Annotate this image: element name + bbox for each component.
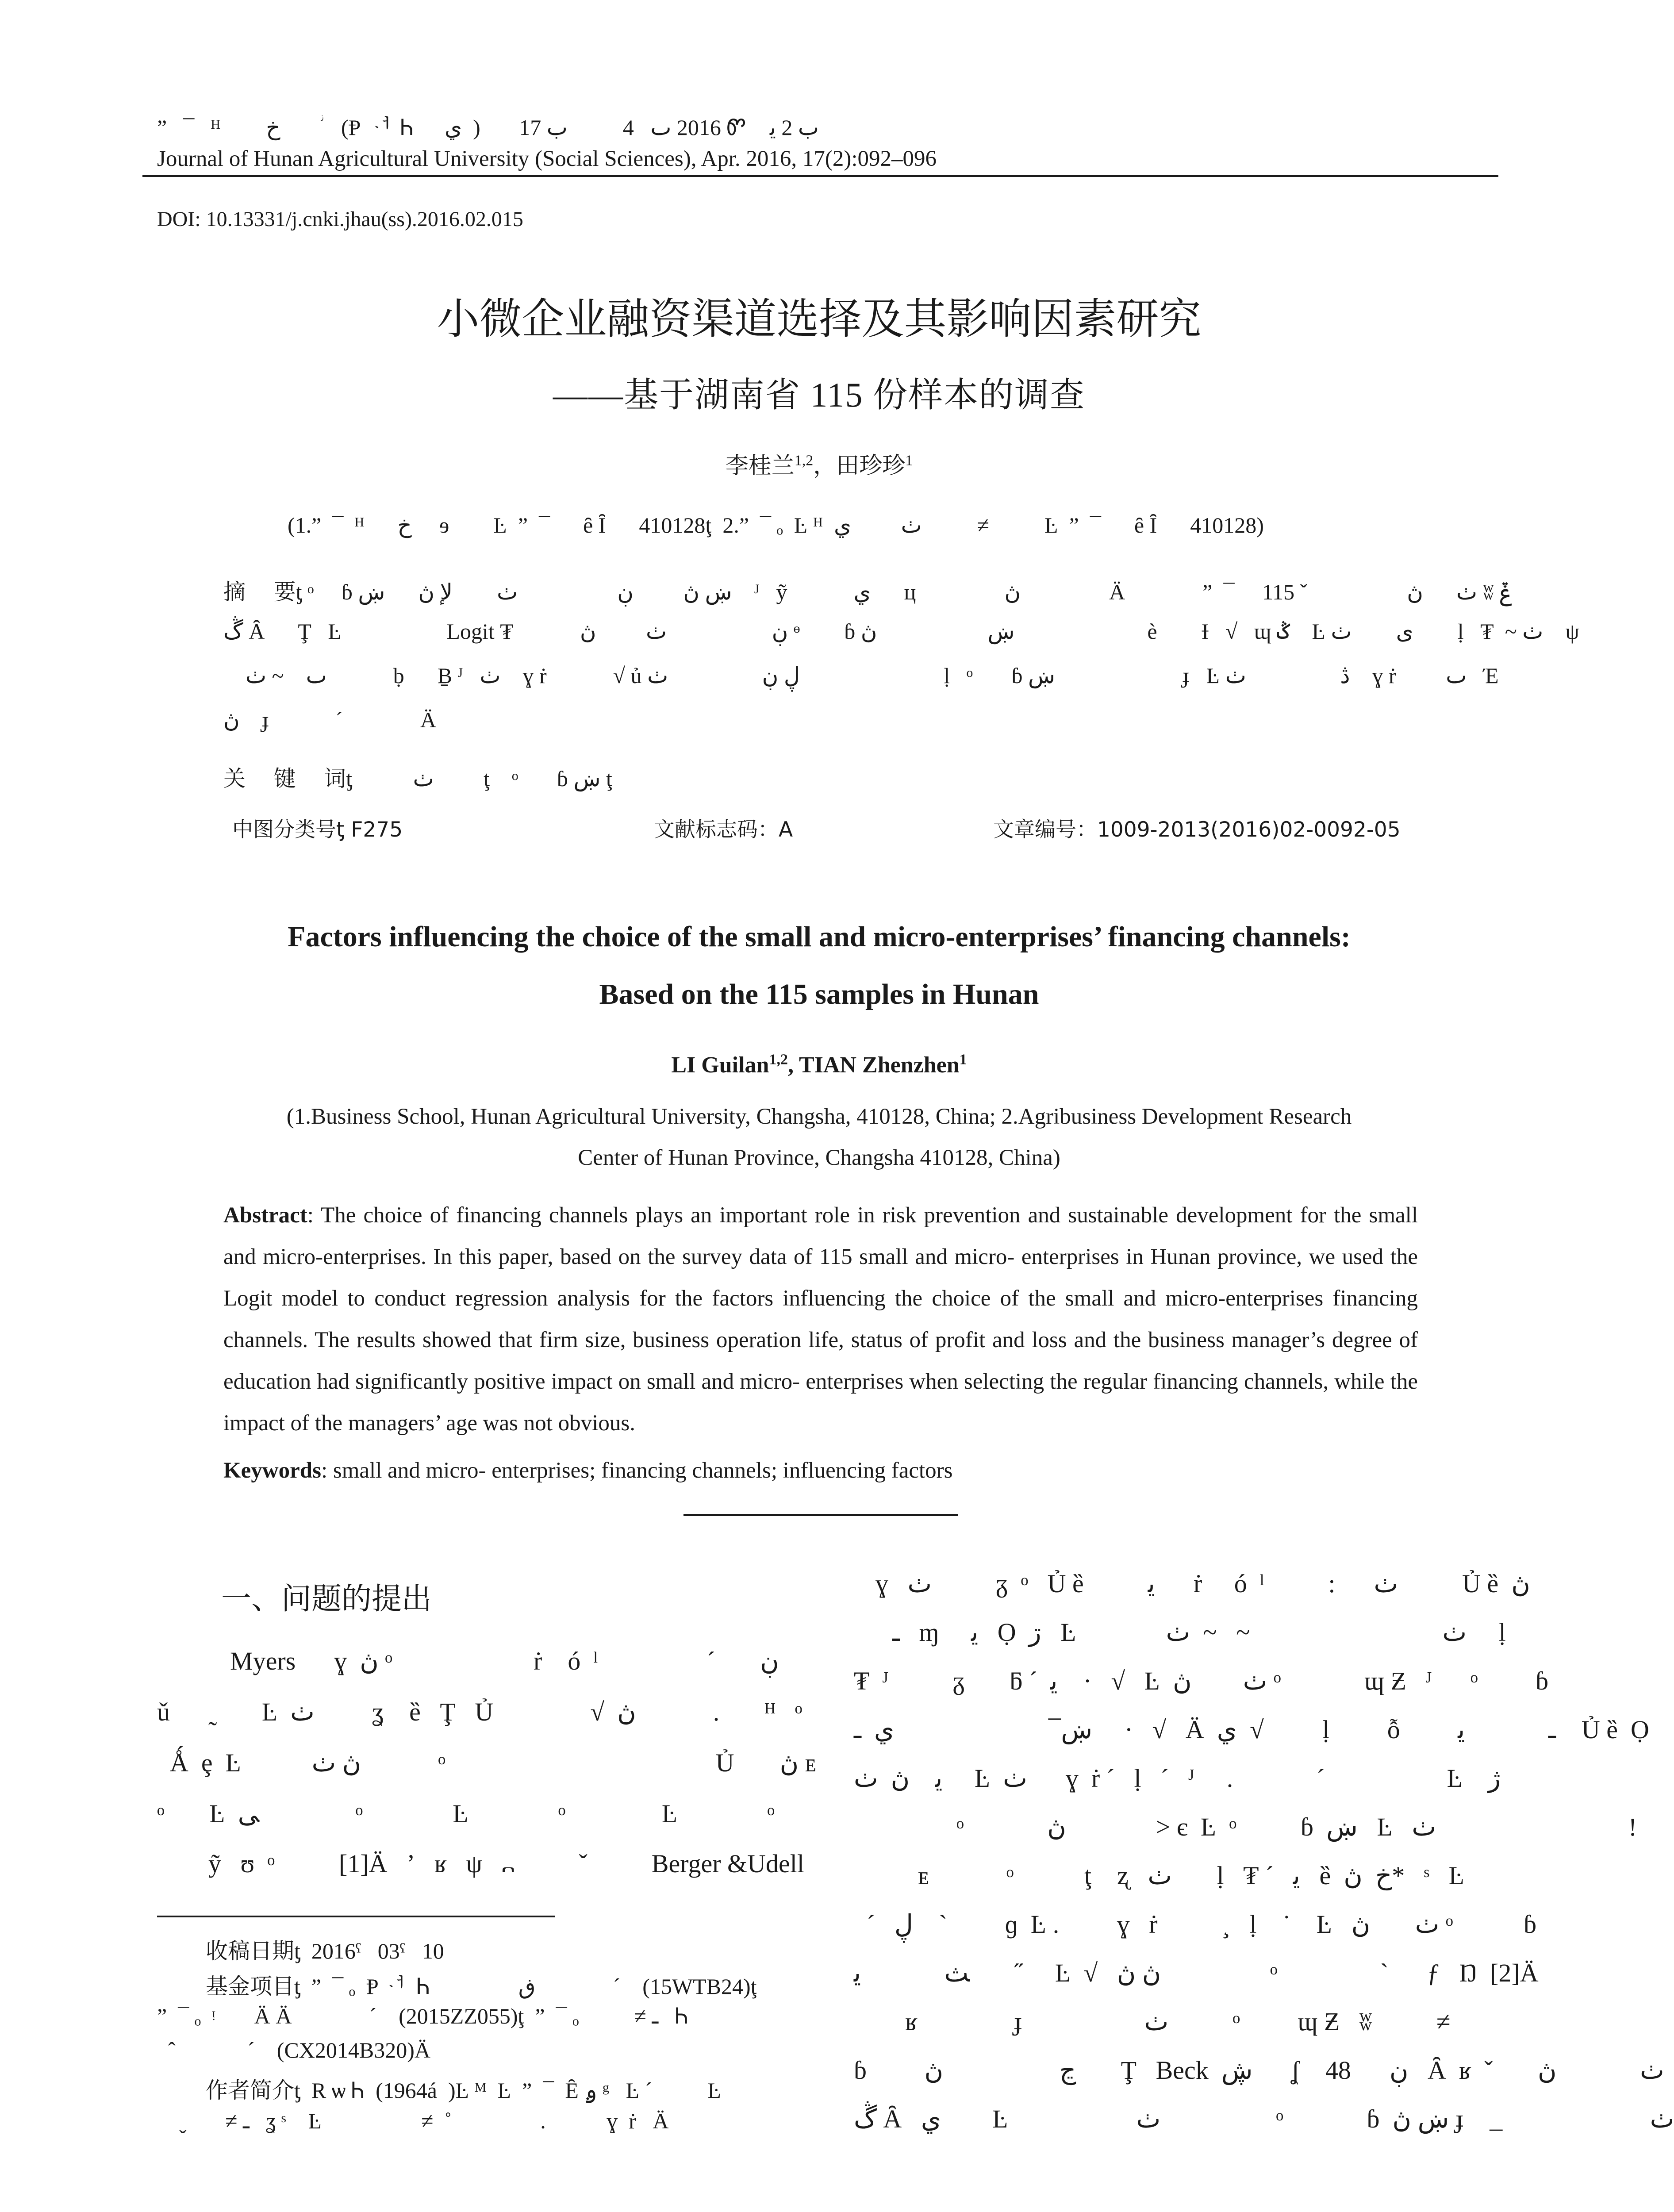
body-line: ɓ ڃ ⃞ ڽ Ţ Beck ڜ ʆ ڹ 48 Ȃ ʁ ˇ ٺ ڽ: [854, 2056, 1664, 2085]
keywords-en: [223, 1458, 953, 1483]
abstract-cn-text: ƫ ᵒ ɓ ښ ڽ ڹ ٺ ﻹ ڽ ښ ᴶ ỹ ي ц ڽ Ä ” ¯ 115 ˇ ٺ ڽ ʬ ݞ: [296, 580, 1513, 604]
keywords-en-text: : small and micro- enterprises; financing channels; influencing factors: [321, 1458, 953, 1483]
author-2-en-sup: 1: [959, 1051, 967, 1068]
authors-en: [0, 1052, 1638, 1078]
footnote-line: ˆ ˊ (CX2014B320)Ä: [157, 2038, 431, 2062]
abstract-cn-label: 摘 要: [223, 579, 296, 605]
author-2-cn: 田珍珍: [836, 453, 906, 479]
footnote-line: 基金项目ƫ ” ¯ ₒ Ᵽ ᆟ Ꮒ ڧ ˊ (15WTB24)ţ: [206, 1974, 757, 1999]
footnote-line: 收稿日期ƫ 2016ˁ 03ˁ 10: [206, 1939, 444, 1963]
author-2-en: TIAN Zhenzhen: [799, 1052, 960, 1078]
author-2-affil-sup: 1: [905, 452, 913, 469]
abstract-en: [223, 1194, 1418, 1444]
affiliation-cn: (1.” ¯ ᴴ ﺥ ɘ Ŀ ” ¯ ȇ Ȋ 410128ţ 2.” ¯ ₒ Ŀ ᴴ ٺ ي ≠ Ŀ ” ¯ ȇ Ȋ 410128): [288, 513, 1264, 538]
body-line: ـ ɱ ﯾ Ọ ڗ Ŀ ٺ ~ ~ ٺ ḷ: [854, 1618, 1506, 1647]
keywords-cn: [223, 761, 612, 793]
section-separator: [683, 1514, 958, 1516]
paper-title-en-line-1: Factors influencing the choice of the small and micro-enterprises’ financing channels:: [288, 921, 1351, 953]
abstract-cn-line: ڽ ɟ ˊ Ä: [223, 707, 437, 732]
body-line: ỹ ʊ ᵒ [1]Ä ʼ ʁ ψ ᎔ ˇ Berger &Udell: [157, 1849, 805, 1878]
keywords-cn-value: ƫ ٺ ţ ᵒ ɓ ښ ţ: [346, 766, 612, 791]
authors-cn: [0, 447, 1638, 480]
affiliation-en-line-2: Center of Hunan Province, Changsha 410128, China): [578, 1145, 1060, 1170]
journal-header-cn: ” ¯ ᴴ ﺥ ؗ (Ᵽ ᆟ Ꮒ ي ) 2016 ٮ 4 ب 17 Ꮫ ب 2 ﯾ: [157, 115, 819, 140]
affiliation-en-line-1: (1.Business School, Hunan Agricultural University, Changsha, 410128, China; 2.Agribusiness Development Research: [286, 1104, 1352, 1129]
journal-header-en: Journal of Hunan Agricultural University (Social Sciences), Apr. 2016, 17(2):092–096: [157, 146, 937, 171]
body-line: ڴ Ȃ ي Ŀ ٺ ᵒ ɓ ښ ڽ ɟ _ ٺ: [854, 2104, 1674, 2133]
article-number: 文章编号：1009-2013(2016)02-0092-05: [993, 818, 1401, 842]
author-separator-en: ,: [787, 1052, 799, 1078]
header-rule: [142, 175, 1498, 177]
abstract-en-text: : The choice of financing channels plays an important role in risk prevention and sustainable development for the small and micro-enterprises. In this paper, based on the survey data of 115 small and micro- enterprises in Hunan province, we used the Logit model to conduct regression analysis for the factors influencing the choice of the small and micro-enterprises financing channels. The results showed that firm size, business operation life, status of profit and loss and the business manager’s degree of education had significantly positive impact on small and micro- enterprises when selecting the regular financing channels, while the impact of the managers’ age was not obvious.: [223, 1203, 1418, 1436]
footnote-line: 作者简介ƫ R ѡ Ꮒ (1964á )Ŀ ᴹ Ŀ ” ¯ Ȇ ࢫ ᵍ Ŀ ˊ Ŀ: [206, 2078, 721, 2103]
body-line: ᴇ ᵒ ţ ʐ ٺ ḷ ₮ ˊ ﯾ ȅ ﺥ ڽ* ˢ Ŀ: [854, 1861, 1465, 1890]
body-line: ᵒ Ŀ ﯽ ᵒ Ŀ ᵒ Ŀ ᵒ: [157, 1799, 775, 1828]
author-1-en-sup: 1,2: [769, 1051, 788, 1068]
body-line: ᵒ ڽ > є Ŀ ᵒ ɓ ښ Ŀ ٺ !: [854, 1813, 1637, 1841]
body-line: ﯾ ڽ ٺ Ŀ ٺ ɣ ṙ ˊ ḷ ˊ ᴶ . ˊ Ŀ ژ: [854, 1764, 1501, 1793]
footnote-line: ˬ ≠ ـ ʓ ˢ Ŀ ≠ ˚ . ɣ ṙ Ä: [157, 2108, 669, 2133]
author-1-cn: 李桂兰: [725, 453, 795, 479]
body-line: ʁ ɟ ٺ ᵒ ɰ Ƶ ʬ ≠ ⃞: [854, 2007, 1593, 2036]
body-line: ˊ ڸ ˋ ɡ Ŀ . ɣ ṙ ¸ ḷ ˙ Ŀ ٺ ڽ ᵒ ɓ: [854, 1910, 1537, 1939]
body-line: Ǻ ȩ Ŀ ڽ ٺ ᵒ ⃞ Ủ ⃞ ڽ ᴇ: [157, 1748, 817, 1777]
author-separator: ，: [813, 453, 837, 479]
author-1-en: LI Guilan: [671, 1052, 769, 1078]
footnote-rule: [157, 1916, 555, 1917]
body-line: ښ ̅ ي ـ · √ Ä ي √ ⃞ ḷ ỗ ـ ﯾ Ủ ȅ Ọ: [854, 1715, 1649, 1744]
footnote-line: ” ¯ ₒ ᵎ Ä Ä ˊ (2015ZZ055)ţ ” ¯ ₒ ≠ ـ Ꮒ: [157, 2004, 688, 2028]
keywords-en-label: Keywords: [223, 1458, 321, 1483]
keywords-cn-label: 关 键 词: [223, 766, 346, 791]
body-line: ₮ ᴶ ᵹ ƃ ˊ ﯾ · √ Ŀ ٺ ڽ ᵒ ɰ Ƶ ᴶ ᵒ ɓ: [854, 1667, 1549, 1695]
body-line: ɣ ٺ ᵹ ᵒ Ủ ȅ ﯾ ṙ ó ˡ : ٺ Ủ ȅ ڽ: [863, 1569, 1530, 1598]
document-code: 文献标志码：A: [654, 818, 793, 842]
body-line: ǔ ˷ Ŀ ٺ ʓ ȅ Ţ Ủ ⃞ √ ڽ . ᴴ ᵒ: [157, 1697, 802, 1726]
abstract-en-label: Abstract: [223, 1203, 307, 1228]
paper-subtitle-cn: ——基于湖南省 115 份样本的调查: [553, 376, 1086, 414]
body-line: Myers ɣ ڽ ᵒ ṙ ó ˡ ˊ ڹ: [230, 1647, 779, 1675]
doi: DOI: 10.13331/j.cnki.jhau(ss).2016.02.015: [157, 207, 523, 231]
section-heading: 一、问题的提出: [221, 1582, 432, 1617]
paper-title-cn: 小微企业融资渠道选择及其影响因素研究: [437, 296, 1202, 343]
body-line: ﺚ ﯾ ˝ Ŀ √ ڽ ڽ ᵒ ˋ ƒ Ŋ [2]Ä: [854, 1959, 1539, 1987]
abstract-cn-line: ٮ ~ ٺ ḅ Ḇ ᴶ ٺ ɣ ṙ √ ủ ڸ ڹ ٺ ḷ ᵒ ɓ ښ ɟ Ŀ ڎ ٺ ɣ ṙ ٮ Έ: [223, 663, 1499, 688]
abstract-cn-line: ڴ Ȃ Ţ Ŀ Logit ₮ ڹ ٺ ڽ ᶱ ɓ ښ ڽ è Ɨ √ ɰ ݣ Ŀ ى ٺ ḷ ₮ ~ ٺ ψ: [223, 619, 1579, 644]
clc-number: 中图分类号ƫ F275: [232, 818, 403, 842]
abstract-cn-line: [223, 574, 1513, 606]
author-1-affil-sup: 1,2: [794, 452, 814, 469]
paper-title-en-line-2: Based on the 115 samples in Hunan: [599, 978, 1039, 1010]
